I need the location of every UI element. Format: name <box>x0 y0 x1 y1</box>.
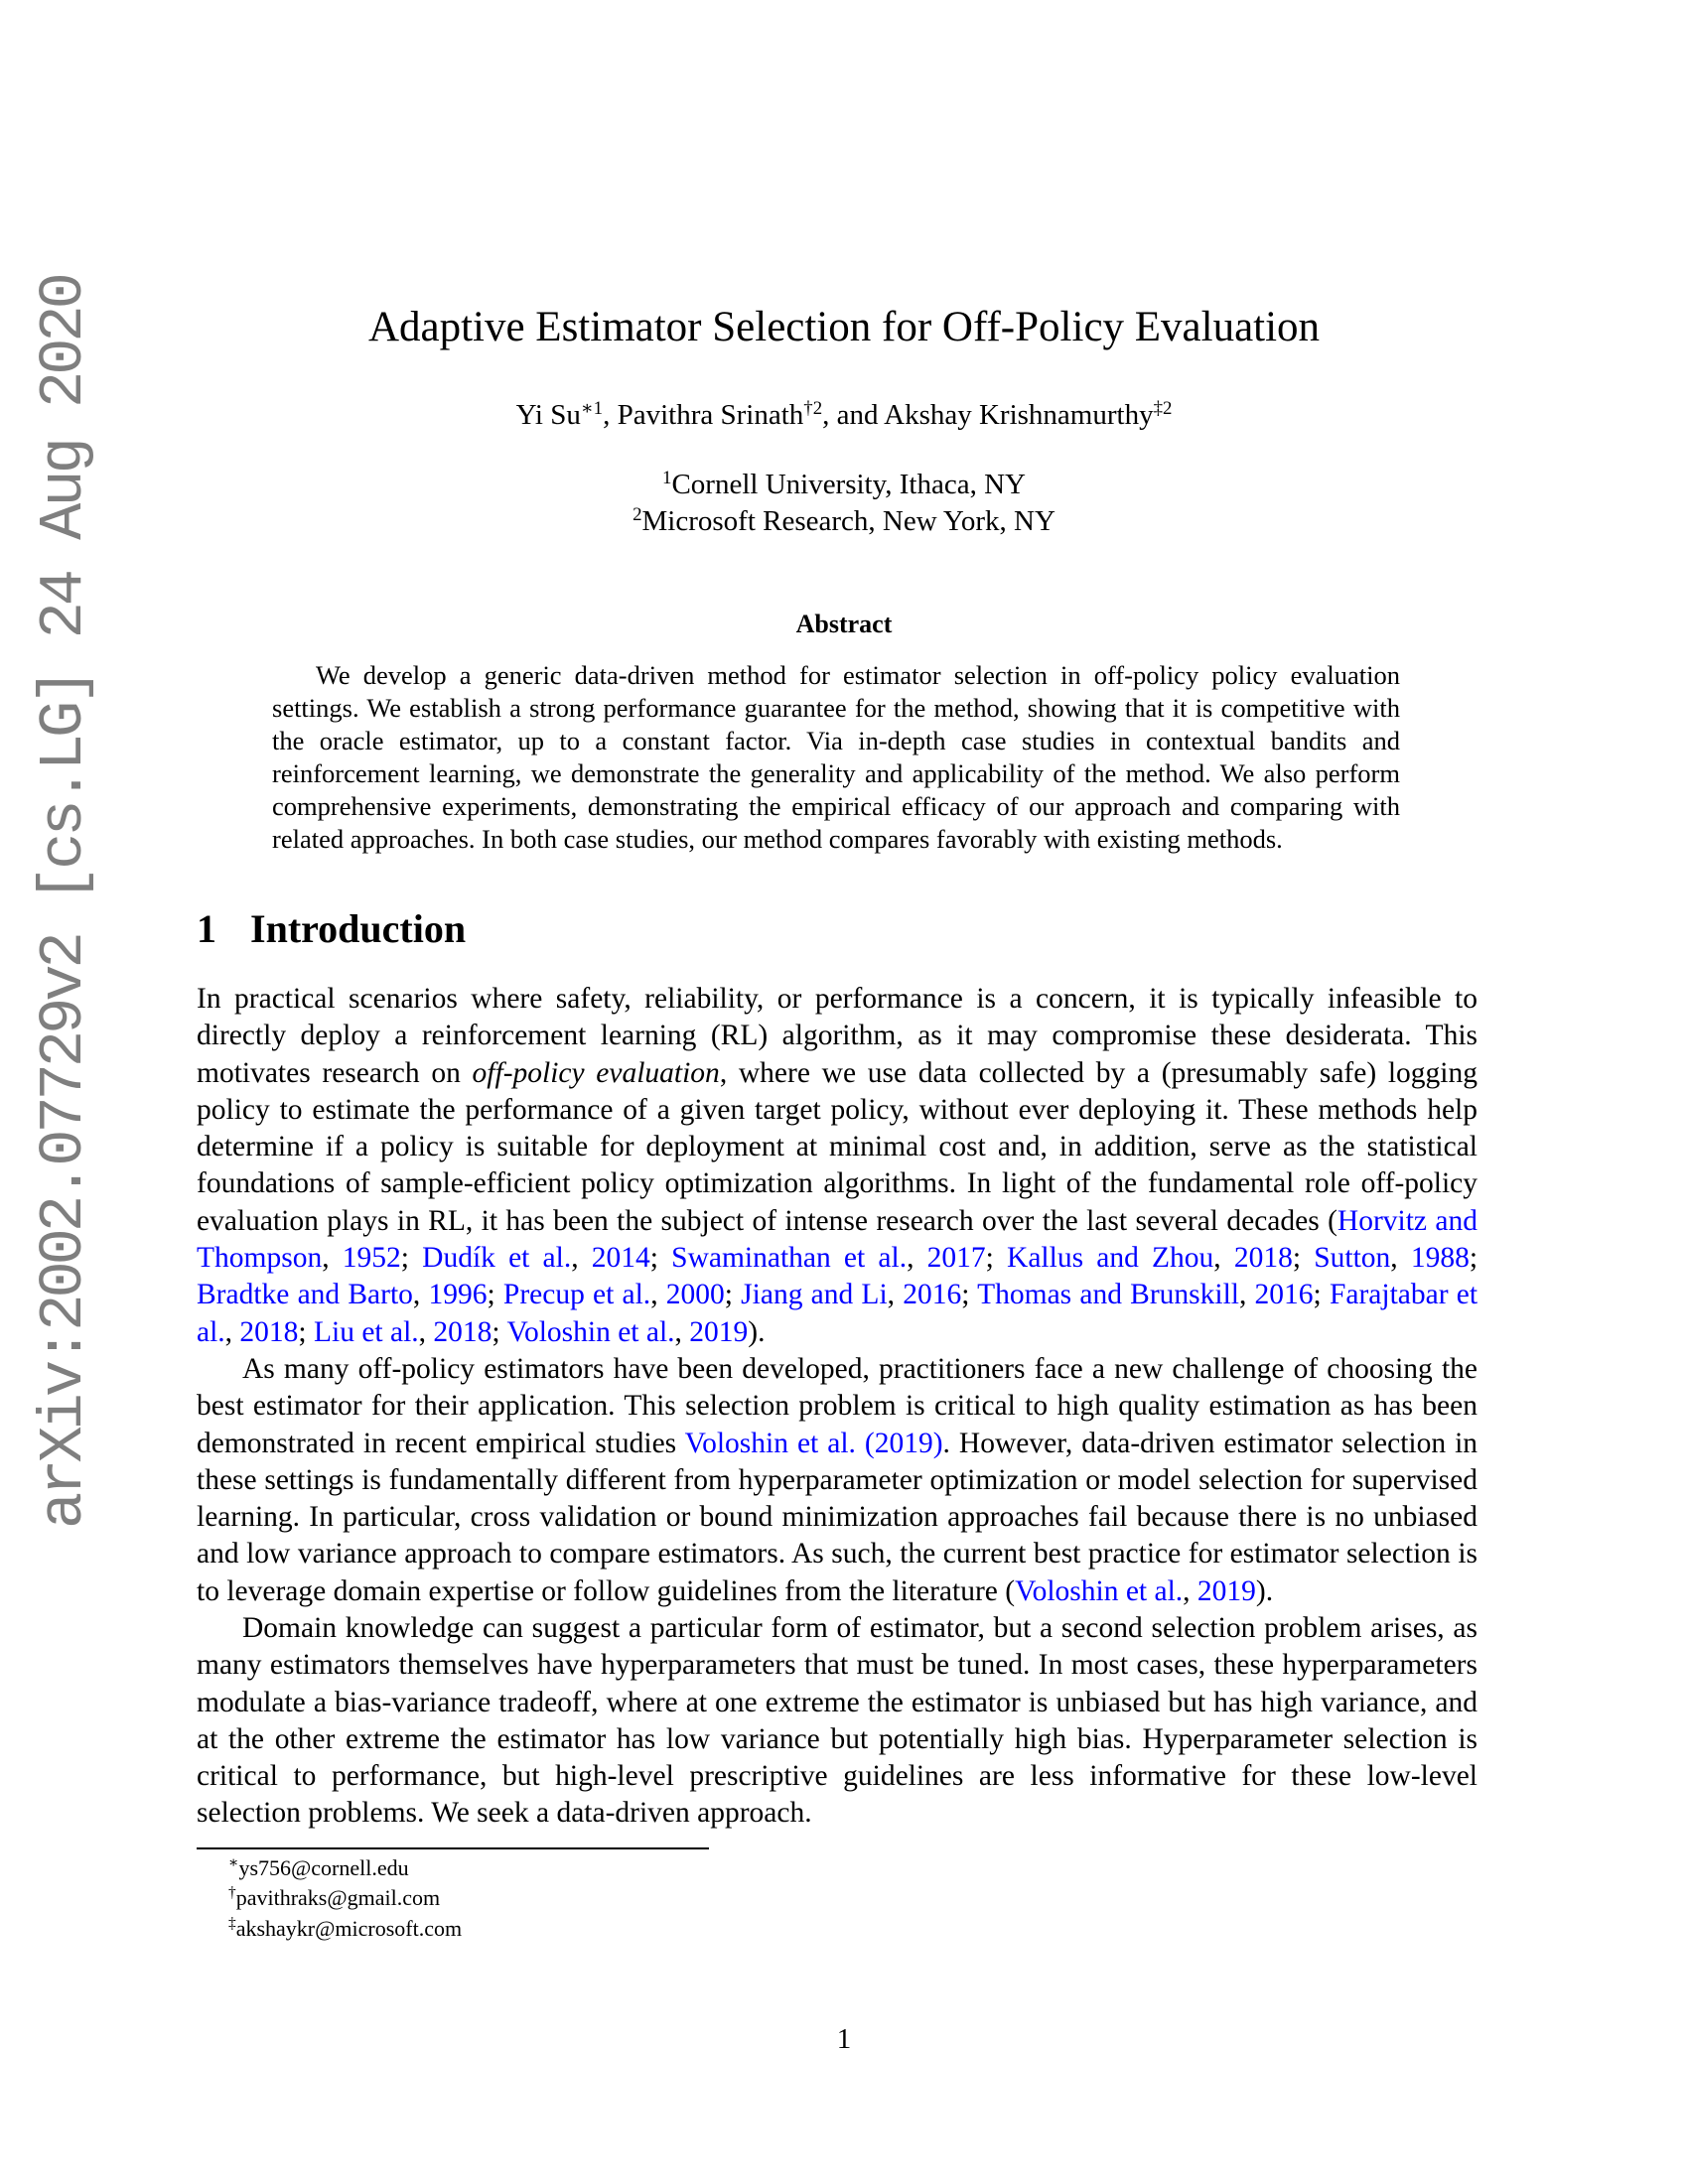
author-name: Akshay Krishnamurthy <box>884 399 1154 431</box>
author-name: Pavithra Srinath <box>617 399 804 431</box>
section-heading <box>197 905 466 952</box>
citation-year-link[interactable]: 2016 <box>1254 1279 1314 1311</box>
emphasized-term: off-policy evaluation <box>472 1056 720 1089</box>
citation-link[interactable]: Jiang and Li <box>741 1279 888 1311</box>
author-list <box>0 399 1688 432</box>
abstract-text: We develop a generic data-driven method for estimator selection in off-policy policy evaluation settings. We establish a strong performance guarantee for the method, showing that it is competitive with the oracle estimator, up to a constant factor. Via in-depth case studies in contextual bandits and reinforcement learning, we demonstrate the generality and applicability of the method. We also perform comprehensive experiments, demonstrating the empirical efficacy of our approach and comparing with related approaches. In both case studies, our method compares favorably with existing methods. <box>272 660 1400 854</box>
citation-year-link[interactable]: 2018 <box>1233 1242 1293 1275</box>
arxiv-stamp: arXiv:2002.07729v2 [cs.LG] 24 Aug 2020 <box>29 276 99 1529</box>
abstract-heading: Abstract <box>795 610 893 638</box>
intro-paragraph-1 <box>197 981 1477 1351</box>
citation-year-link[interactable]: 1988 <box>1410 1242 1470 1275</box>
citation-year-link[interactable]: 2019 <box>1196 1574 1256 1607</box>
affiliation <box>0 505 1688 538</box>
citation-link[interactable]: Dudík et al. <box>422 1242 572 1275</box>
affiliation-text: Microsoft Research, New York, NY <box>641 505 1055 537</box>
citation-link[interactable]: Sutton <box>1314 1242 1391 1275</box>
citation-link[interactable]: Liu et al. <box>314 1315 419 1348</box>
citation-link[interactable]: Voloshin et al. <box>506 1315 675 1348</box>
citation-year-link[interactable]: 1952 <box>342 1242 401 1275</box>
affiliation-mark: 2 <box>633 503 642 525</box>
paragraph-text: In practical scenarios where safety, reliability, or performance is a concern, it is typically infeasible to directly deploy a reinforcement learning (RL) algorithm, as it may compromise these desiderata. This motivates research on <box>197 983 1477 1089</box>
author-separator: , <box>603 399 618 431</box>
citation-link[interactable] <box>685 1428 943 1459</box>
citation-year-link[interactable]: 2018 <box>433 1315 492 1348</box>
paragraph-text: ). <box>1255 1574 1274 1607</box>
citation-year: (2019) <box>864 1427 943 1459</box>
citation-year-link[interactable]: 2019 <box>689 1315 749 1348</box>
citation-year-link[interactable]: 1996 <box>428 1279 488 1311</box>
footnote <box>228 1916 462 1942</box>
paragraph-text: . However, data-driven estimator selection in these settings is fundamentally different from hyperparameter optimization or model selection for supervised learning. In particular, cross validation or bound minimization approaches fail because there is no unbiased and low variance approach to compare estimators. As such, the current best practice for estimator selection is to leverage domain expertise or follow guidelines from the literature ( <box>197 1427 1478 1607</box>
section-title: Introduction <box>250 906 467 951</box>
citation-link[interactable]: Swaminathan et al. <box>671 1242 908 1275</box>
footnote-mark: ‡ <box>228 1914 236 1932</box>
footnote-mark: ∗ <box>228 1853 239 1871</box>
footnote <box>228 1885 440 1911</box>
footnote-email: akshaykr@microsoft.com <box>235 1916 463 1941</box>
citation-authors: Voloshin et al. <box>684 1427 856 1459</box>
footnote-rule <box>197 1847 709 1849</box>
citation-year-link[interactable]: 2014 <box>591 1242 650 1275</box>
intro-paragraph-3: Domain knowledge can suggest a particular form of estimator, but a second selection problem arises, as many estimators themselves have hyperparameters that must be tuned. In most cases, these hyperparameters modulate a bias-variance tradeoff, where at one extreme the estimator is unbiased but has high variance, and at the other extreme the estimator has low variance but potentially high bias. Hyperparameter selection is critical to performance, but high-level prescriptive guidelines are less informative for these low-level selection problems. We seek a data-driven approach. <box>197 1612 1477 1830</box>
affiliation <box>0 469 1688 501</box>
citation-list: Horvitz and Thompson, 1952; Dudík et al., 2014; Swaminathan et al., 2017; Kallus and Zhou, 2018; Sutton, 1988; Bradtke and Barto, 1996; Precup et al., 2000; Jiang and Li, 2016; Thomas and Brunskill, 2016; Farajtabar et al., 2018; Liu et al., 2018; Voloshin et al., 2019 <box>197 1204 1478 1348</box>
citation-link[interactable]: Kallus and Zhou <box>1007 1242 1214 1275</box>
footnote <box>228 1855 409 1881</box>
footnote-mark: † <box>228 1883 236 1901</box>
paragraph-text: , where we use data collected by a (presumably safe) logging policy to estimate the performance of a given target policy, without ever deploying it. These methods help determine if a policy is suitable for deployment at minimal cost and, in addition, serve as the statistical foundations of sample-efficient policy optimization algorithms. In light of the fundamental role off-policy evaluation plays in RL, it has been the subject of intense research over the last several decades ( <box>197 1056 1478 1237</box>
paper-title: Adaptive Estimator Selection for Off-Policy Evaluation <box>367 304 1321 350</box>
affiliation-text: Cornell University, Ithaca, NY <box>671 469 1026 500</box>
footnote-email: ys756@cornell.edu <box>238 1855 409 1880</box>
citation-link[interactable] <box>1015 1575 1183 1607</box>
author-mark: ‡2 <box>1153 397 1173 419</box>
citation-year-link[interactable]: 2000 <box>665 1279 725 1311</box>
paragraph-text: As many off-policy estimators have been developed, practitioners face a new challenge of choosing the best estimator for their application. This selection problem is critical to high quality estimation as has been demonstrated in recent empirical studies <box>197 1353 1477 1459</box>
paragraph-text: ). <box>748 1315 766 1348</box>
citation-link[interactable]: Precup et al. <box>502 1279 651 1311</box>
citation-link[interactable]: Farajtabar et al. <box>197 1279 1478 1348</box>
author-separator: , and <box>822 399 885 431</box>
author-mark: †2 <box>803 397 823 419</box>
citation-year-link[interactable]: 2016 <box>903 1279 962 1311</box>
citation-link[interactable]: Horvitz and Thompson <box>197 1204 1477 1275</box>
citation-authors: Voloshin et al. <box>1015 1574 1184 1607</box>
citation-year-link[interactable]: 2018 <box>239 1315 299 1348</box>
affiliation-mark: 1 <box>662 467 672 488</box>
citation-link[interactable]: Thomas and Brunskill <box>977 1279 1239 1311</box>
page-number: 1 <box>836 2023 852 2055</box>
section-number: 1 <box>197 906 216 951</box>
author-name: Yi Su <box>515 399 581 431</box>
footnote-email: pavithraks@gmail.com <box>235 1885 441 1910</box>
citation-year-link[interactable]: 2017 <box>926 1242 986 1275</box>
citation-link[interactable]: Bradtke and Barto <box>197 1279 413 1311</box>
author-mark: ∗1 <box>580 397 604 419</box>
intro-paragraph-2: As many off-policy estimators have been developed, practitioners face a new challenge of choosing the best estimator for their application. This selection problem is critical to high quality estimation as has been demonstrated in recent empirical studies Voloshin et al. (2019). However, data-driven estimator selection in these settings is fundamentally different from hyperparameter optimization or model selection for supervised learning. In particular, cross validation or bound minimization approaches fail because there is no unbiased and low variance approach to compare estimators. As such, the current best practice for estimator selection is to leverage domain expertise or follow guidelines from the literature (Voloshin et al., 2019). <box>197 1353 1478 1607</box>
